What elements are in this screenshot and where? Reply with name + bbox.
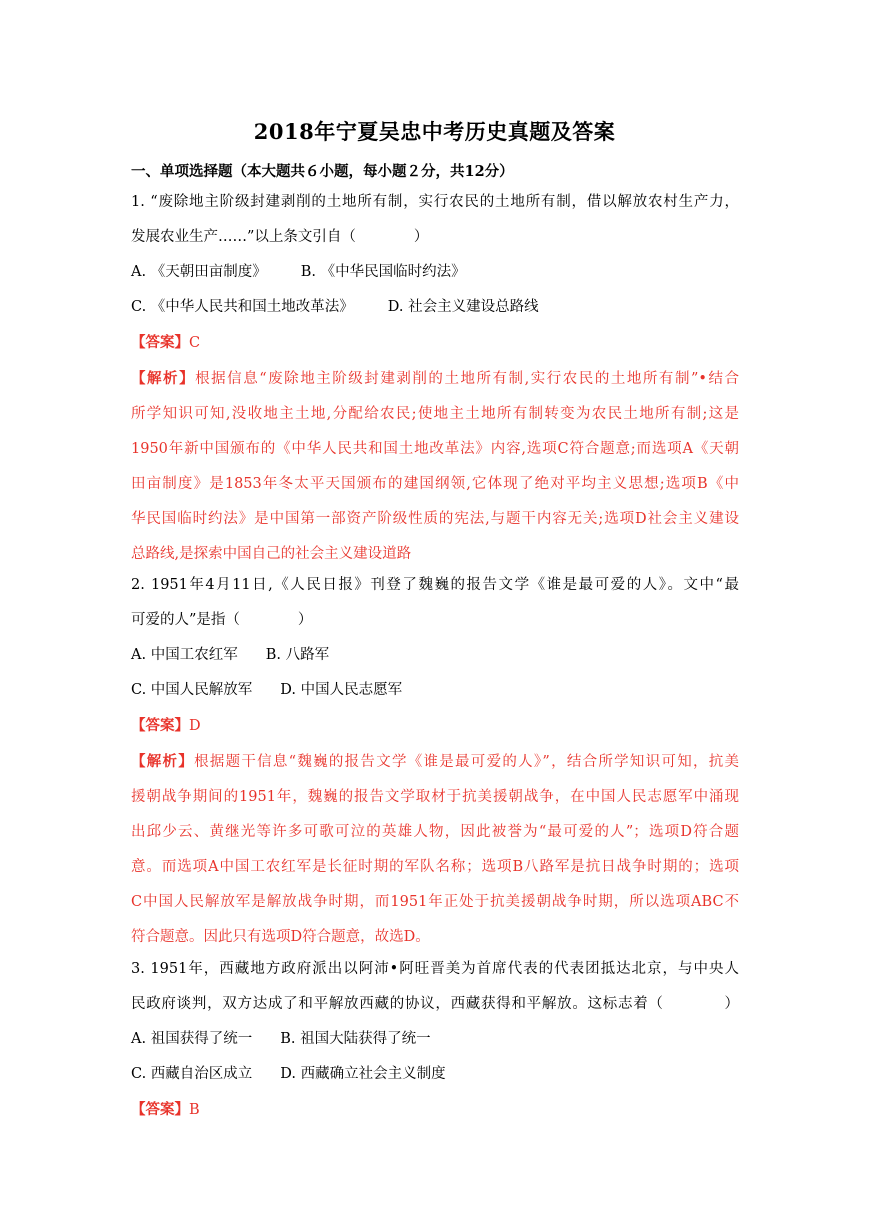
q1-analysis-line-5: 华民国临时约法》是中国第一部资产阶级性质的宪法,与题干内容无关;选项D社会主义建设 xyxy=(131,511,739,527)
answer-label: 【答案】 xyxy=(131,1101,189,1118)
q1-option-a: A. 《天朝田亩制度》 xyxy=(131,264,267,280)
q2-stem-line-2: 可爱的人”是指（ ） xyxy=(131,612,313,628)
question-2 xyxy=(131,568,739,955)
q3-options-ab xyxy=(131,1022,739,1057)
q1-analysis-line-3: 1950年新中国颁布的《中华人民共和国土地改革法》内容,选项C符合题意;而选项A《天朝 xyxy=(131,441,739,457)
q2-analysis-line-5: C中国人民解放军是解放战争时期，而1951年正处于抗美援朝战争时期，所以选项ABC不 xyxy=(131,894,739,910)
q1-analysis-line-2: 所学知识可知,没收地主土地,分配给农民;使地主土地所有制转变为农民土地所有制;这是 xyxy=(131,406,739,422)
q2-analysis-line-4: 意。而选项A中国工农红军是长征时期的军队名称；选项B八路军是抗日战争时期的；选项 xyxy=(131,859,739,875)
q2-answer xyxy=(131,708,739,744)
q3-option-d: D. 西藏确立社会主义制度 xyxy=(280,1066,446,1082)
q2-analysis-line-1: 【解析】根据题干信息“魏巍的报告文学《谁是最可爱的人》”，结合所学知识可知，抗美 xyxy=(131,753,740,770)
q2-analysis-line-2: 援朝战争期间的1951年，魏巍的报告文学取材于抗美援朝战争，在中国人民志愿军中涌现 xyxy=(131,789,739,805)
q1-option-d: D. 社会主义建设总路线 xyxy=(387,299,539,315)
q2-answer-value: D xyxy=(189,718,201,734)
question-3 xyxy=(131,952,739,1128)
q1-answer-value: C xyxy=(189,335,201,351)
q1-option-b: B. 《中华民国临时约法》 xyxy=(300,264,466,280)
q3-stem-line-1: 3. 1951年，西藏地方政府派出以阿沛•阿旺晋美为首席代表的代表团抵达北京，与中央人 xyxy=(131,961,739,977)
q3-option-c: C. 西藏自治区成立 xyxy=(131,1066,253,1082)
q2-option-a: A. 中国工农红军 xyxy=(131,647,238,663)
question-1 xyxy=(131,185,739,572)
q2-option-c: C. 中国人民解放军 xyxy=(131,682,253,698)
answer-label: 【答案】 xyxy=(131,334,189,351)
q3-answer-value: B xyxy=(189,1102,200,1118)
q2-analysis-line-6: 符合题意。因此只有选项D符合题意，故选D。 xyxy=(131,929,430,945)
analysis-label: 【解析】 xyxy=(131,753,195,770)
q1-options-cd xyxy=(131,290,739,325)
q3-option-b: B. 祖国大陆获得了统一 xyxy=(280,1031,431,1047)
q1-options-ab xyxy=(131,255,739,290)
q1-option-c: C. 《中华人民共和国土地改革法》 xyxy=(131,299,354,315)
analysis-label: 【解析】 xyxy=(131,370,196,387)
q1-analysis-line-4: 田亩制度》是1853年冬太平天国颁布的建国纲领,它体现了绝对平均主义思想;选项B《中 xyxy=(131,476,739,492)
q1-stem-line-2: 发展农业生产……”以上条文引自（ ） xyxy=(131,229,429,245)
q1-analysis-line-1: 【解析】根据信息“废除地主阶级封建剥削的土地所有制,实行农民的土地所有制”•结合 xyxy=(131,370,739,387)
q1-answer xyxy=(131,325,739,361)
q1-stem-line-1: 1. “废除地主阶级封建剥削的土地所有制，实行农民的土地所有制，借以解放农村生产力， xyxy=(131,194,739,210)
q2-options-cd xyxy=(131,673,739,708)
q1-analysis-line-6: 总路线,是探索中国自己的社会主义建设道路 xyxy=(131,546,412,562)
q2-options-ab xyxy=(131,638,739,673)
q2-analysis-line-3: 出邱少云、黄继光等许多可歌可泣的英雄人物，因此被誉为“最可爱的人”；选项D符合题 xyxy=(131,824,739,840)
q2-stem-line-1: 2. 1951年4月11日,《人民日报》刊登了魏巍的报告文学《谁是最可爱的人》。文中“最 xyxy=(131,577,739,593)
q3-stem-line-2: 民政府谈判，双方达成了和平解放西藏的协议，西藏获得和平解放。这标志着（ ） xyxy=(131,996,739,1012)
q3-option-a: A. 祖国获得了统一 xyxy=(131,1031,253,1047)
section-heading: 一、单项选择题（本大题共６小题，每小题２分，共12分） xyxy=(131,163,514,180)
q2-option-d: D. 中国人民志愿军 xyxy=(280,682,403,698)
answer-label: 【答案】 xyxy=(131,717,189,734)
q3-answer xyxy=(131,1092,739,1128)
q2-option-b: B. 八路军 xyxy=(265,647,330,663)
q3-options-cd xyxy=(131,1057,739,1092)
page-title: 2018年宁夏吴忠中考历史真题及答案 xyxy=(253,119,616,144)
